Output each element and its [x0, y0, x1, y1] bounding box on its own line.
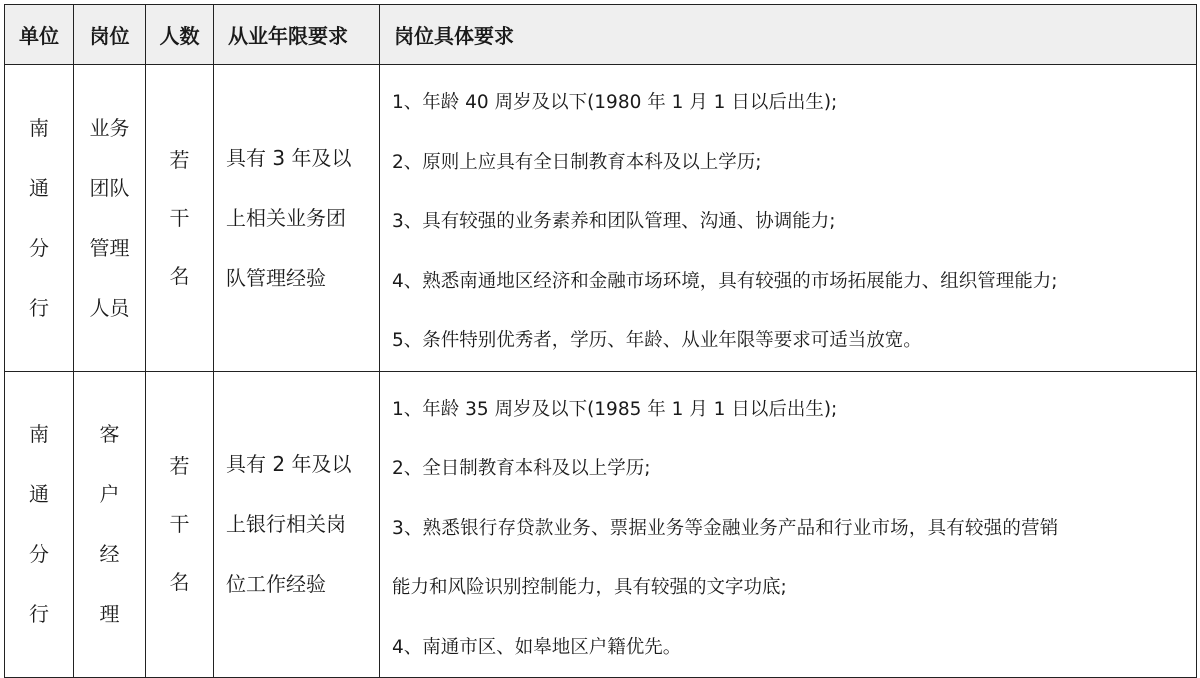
post-line: 客 — [99, 422, 120, 447]
requirement-item: 2、全日制教育本科及以上学历; — [392, 458, 651, 479]
years-line: 位工作经验 — [226, 572, 326, 597]
requirements-cell — [380, 371, 1197, 678]
post-line: 团队 — [89, 175, 130, 200]
count-cell — [146, 371, 214, 678]
count-char: 若 — [169, 454, 190, 479]
table-row — [5, 371, 1197, 678]
unit-char: 通 — [29, 482, 49, 507]
post-line: 业务 — [89, 115, 130, 140]
requirement-item: 3、具有较强的业务素养和团队管理、沟通、协调能力; — [392, 211, 836, 232]
years-line: 队管理经验 — [226, 265, 326, 290]
post-cell — [74, 65, 146, 372]
years-line: 上相关业务团 — [226, 205, 346, 230]
header-years: 从业年限要求 — [214, 5, 380, 65]
unit-cell — [5, 65, 74, 372]
requirement-item: 4、熟悉南通地区经济和金融市场环境，具有较强的市场拓展能力、组织管理能力; — [392, 270, 1058, 292]
requirement-item: 3、熟悉银行存贷款业务、票据业务等金融业务产品和行业市场，具有较强的营销 — [392, 517, 1059, 539]
header-requirements: 岗位具体要求 — [380, 5, 1197, 65]
count-char: 名 — [169, 570, 190, 595]
post-line: 户 — [99, 482, 120, 507]
unit-char: 行 — [29, 295, 49, 320]
post-line: 人员 — [89, 295, 130, 320]
requirement-item-continuation: 能力和风险识别控制能力，具有较强的文字功底; — [392, 577, 787, 598]
unit-char: 分 — [29, 542, 49, 567]
count-char: 若 — [169, 147, 190, 172]
unit-char: 南 — [29, 422, 49, 447]
post-line: 管理 — [89, 235, 130, 260]
count-char: 干 — [169, 205, 190, 230]
post-cell — [74, 371, 146, 678]
post-line: 理 — [99, 602, 120, 627]
requirement-item: 2、原则上应具有全日制教育本科及以上学历; — [392, 151, 762, 173]
unit-cell — [5, 371, 74, 678]
requirement-item: 4、南通市区、如皋地区户籍优先。 — [392, 636, 682, 658]
years-cell — [214, 371, 380, 678]
years-line: 上银行相关岗 — [226, 512, 346, 537]
requirement-item: 1、年龄 40 周岁及以下(1980 年 1 月 1 日以后出生); — [392, 92, 838, 113]
requirement-item: 5、条件特别优秀者，学历、年龄、从业年限等要求可适当放宽。 — [392, 330, 922, 351]
header-post: 岗位 — [74, 5, 146, 65]
post-line: 经 — [99, 542, 120, 567]
unit-char: 南 — [29, 115, 49, 140]
table-header-row — [5, 5, 1197, 65]
years-line: 具有 2 年及以 — [226, 452, 352, 477]
unit-char: 行 — [29, 602, 49, 627]
years-cell — [214, 65, 380, 372]
unit-char: 通 — [29, 175, 49, 200]
header-unit: 单位 — [5, 5, 74, 65]
header-count: 人数 — [146, 5, 214, 65]
years-line: 具有 3 年及以 — [226, 145, 352, 170]
requirement-item: 1、年龄 35 周岁及以下(1985 年 1 月 1 日以后出生); — [392, 398, 838, 420]
table-row — [5, 65, 1197, 372]
unit-char: 分 — [29, 235, 49, 260]
count-char: 名 — [169, 263, 190, 288]
job-requirements-table — [4, 4, 1197, 678]
requirements-cell — [380, 65, 1197, 372]
count-char: 干 — [169, 512, 190, 537]
count-cell — [146, 65, 214, 372]
